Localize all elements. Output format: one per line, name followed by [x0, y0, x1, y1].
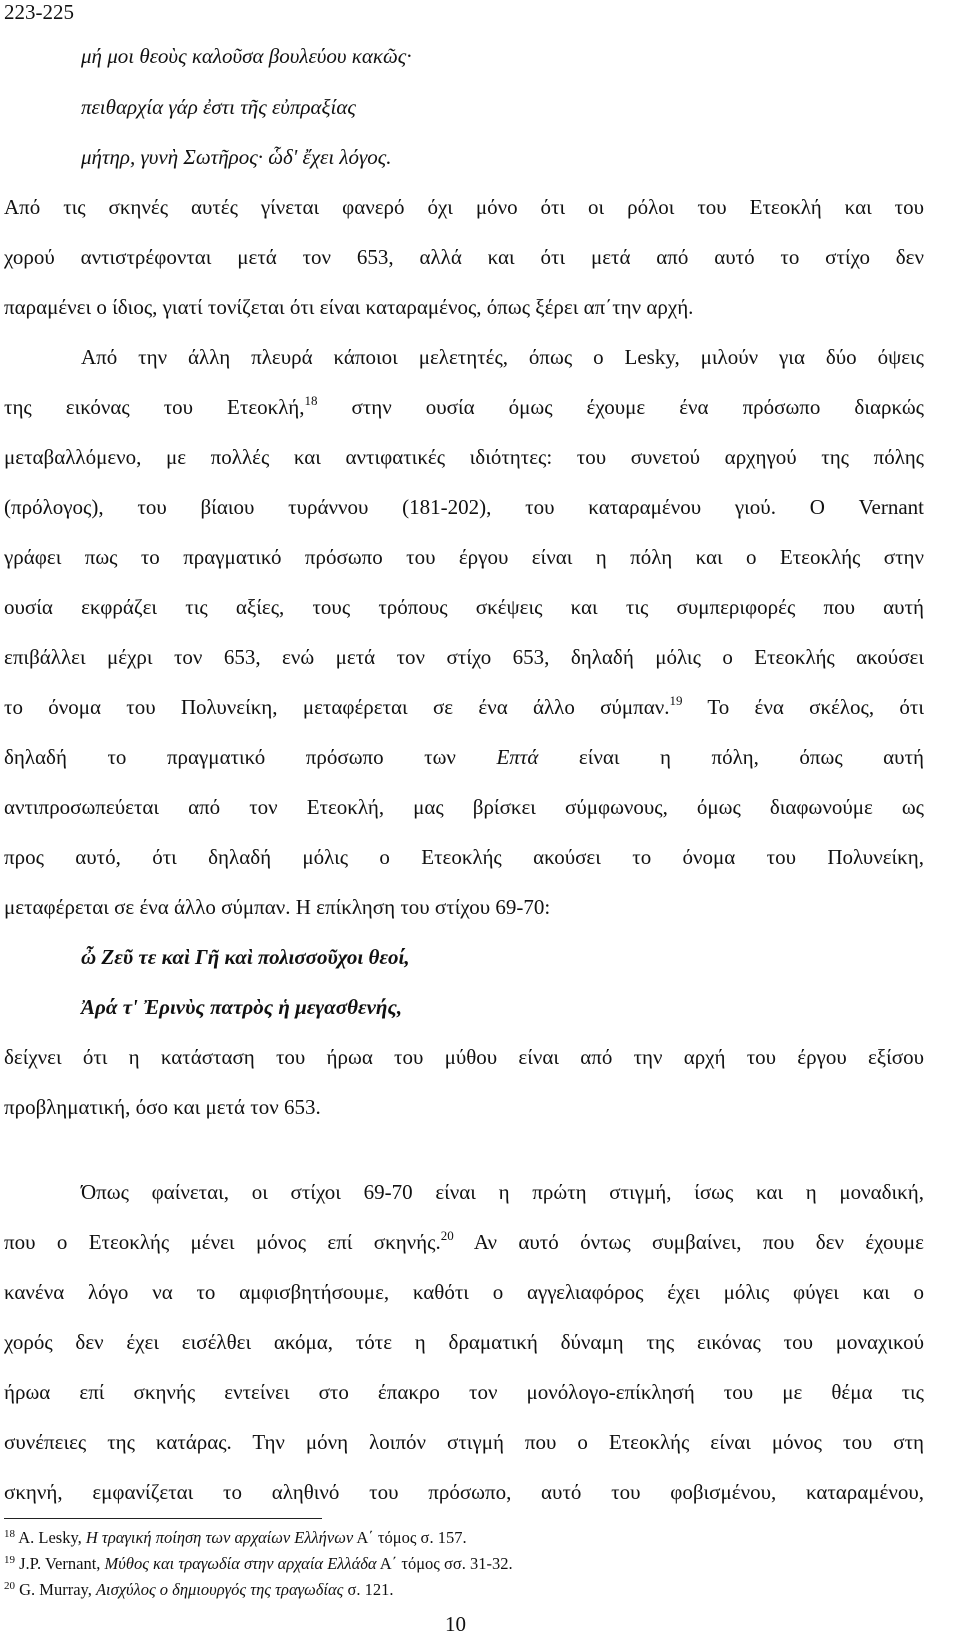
paragraph-line: παραμένει ο ίδιος, γιατί τονίζεται ότι είναι καταραμένος, όπως ξέρει απ΄την αρχή. [4, 295, 694, 319]
verse-line: μήτηρ, γυνὴ Σωτῆρος· ὧδ' ἔχει λόγος. [81, 145, 392, 169]
paragraph-line: ήρωα επί σκηνής εντείνει στο έπακρο τον μονόλογο-επίκλησή του με θέμα τις [4, 1380, 924, 1404]
footnote: $^{19}$ J.P. Vernant, Μύθος και τραγωδία στην αρχαία Ελλάδα Α΄ τόμος σσ. 31-32. [4, 1554, 513, 1573]
paragraph-line: αντιπροσωπεύεται από τον Ετεοκλή, μας βρίσκει σύμφωνους, όμως διαφωνούμε ως [4, 795, 924, 819]
footnote: $^{20}$ G. Murray, Αισχύλος ο δημιουργός της τραγωδίας σ. 121. [4, 1580, 394, 1599]
paragraph-line: επιβάλλει μέχρι τον 653, ενώ μετά τον στίχο 653, δηλαδή μόλις ο Ετεοκλής ακούσει [4, 645, 924, 669]
paragraph-line: γράφει πως το πραγματικό πρόσωπο του έργου είναι η πόλη και ο Ετεοκλής στην [4, 545, 924, 569]
paragraph-line: της εικόνας του Ετεοκλή,$^{18}$ στην ουσία όμως έχουμε ένα πρόσωπο διαρκώς [4, 393, 924, 419]
paragraph-line: (πρόλογος), του βίαιου τυράννου (181-202), του καταραμένου γιού. Ο Vernant [4, 495, 924, 519]
paragraph-line: Από την άλλη πλευρά κάποιοι μελετητές, όπως ο Lesky, μιλούν για δύο όψεις [81, 345, 924, 369]
verse-line: πειθαρχία γάρ ἐστι τῆς εὐπραξίας [81, 95, 356, 119]
paragraph-line: χορός δεν έχει εισέλθει ακόμα, τότε η δραματική δύναμη της εικόνας του μοναχικού [4, 1330, 924, 1354]
paragraph-line: συνέπειες της κατάρας. Την μόνη λοιπόν στιγμή που ο Ετεοκλής είναι μόνος του στη [4, 1430, 924, 1454]
page-range-header: 223-225 [4, 0, 74, 24]
paragraph-line: δείχνει ότι η κατάσταση του ήρωα του μύθου είναι από την αρχή του έργου εξίσου [4, 1045, 924, 1069]
page-number: 10 [445, 1612, 466, 1636]
paragraph-line: Όπως φαίνεται, οι στίχοι 69-70 είναι η πρώτη στιγμή, ίσως και η μοναδική, [81, 1180, 924, 1204]
verse-line: ὦ Ζεῦ τε καὶ Γῆ καὶ πολισσοῦχοι θεοί, [81, 945, 410, 969]
paragraph-line: Από τις σκηνές αυτές γίνεται φανερό όχι μόνο ότι οι ρόλοι του Ετεοκλή και του [4, 195, 924, 219]
verse-line: Ἀρά τ' Ἐρινὺς πατρὸς ἡ μεγασθενής, [81, 995, 403, 1019]
paragraph-line: προς αυτό, ότι δηλαδή μόλις ο Ετεοκλής ακούσει το όνομα του Πολυνείκη, [4, 845, 924, 869]
paragraph-line: ουσία εκφράζει τις αξίες, τους τρόπους σκέψεις και τις συμπεριφορές που αυτή [4, 595, 924, 619]
paragraph-line: χορού αντιστρέφονται μετά τον 653, αλλά και ότι μετά από αυτό το στίχο δεν [4, 245, 924, 269]
footnote-ref: 18 [304, 393, 318, 408]
paragraph-line: μεταβαλλόμενο, με πολλές και αντιφατικές ιδιότητες: του συνετού αρχηγού της πόλης [4, 445, 924, 469]
paragraph-line: μεταφέρεται σε ένα άλλο σύμπαν. Η επίκληση του στίχου 69-70: [4, 895, 551, 919]
paragraph-line: προβληματική, όσο και μετά τον 653. [4, 1095, 321, 1119]
paragraph-line: που ο Ετεοκλής μένει μόνος επί σκηνής.$^{20}$ Αν αυτό όντως συμβαίνει, που δεν έχουμε [4, 1228, 924, 1254]
paragraph-line: σκηνή, εμφανίζεται το αληθινό του πρόσωπο, αυτό του φοβισμένου, καταραμένου, [4, 1480, 924, 1504]
paragraph-line: δηλαδή το πραγματικό πρόσωπο των Επτά είναι η πόλη, όπως αυτή [4, 745, 924, 769]
footnote-ref: 19 [669, 693, 683, 708]
footnote-separator [4, 1518, 322, 1519]
verse-line: μή μοι θεοὺς καλοῦσα βουλεύου κακῶς· [81, 44, 412, 68]
paragraph-line: το όνομα του Πολυνείκη, μεταφέρεται σε ένα άλλο σύμπαν.$^{19}$ Το ένα σκέλος, ότι [4, 693, 924, 719]
footnote: $^{18}$ A. Lesky, Η τραγική ποίηση των αρχαίων Ελλήνων Α΄ τόμος σ. 157. [4, 1528, 467, 1547]
paragraph-line: κανένα λόγο να το αμφισβητήσουμε, καθότι ο αγγελιαφόρος έχει μόλις φύγει και ο [4, 1280, 924, 1304]
footnote-ref: 20 [440, 1228, 454, 1243]
